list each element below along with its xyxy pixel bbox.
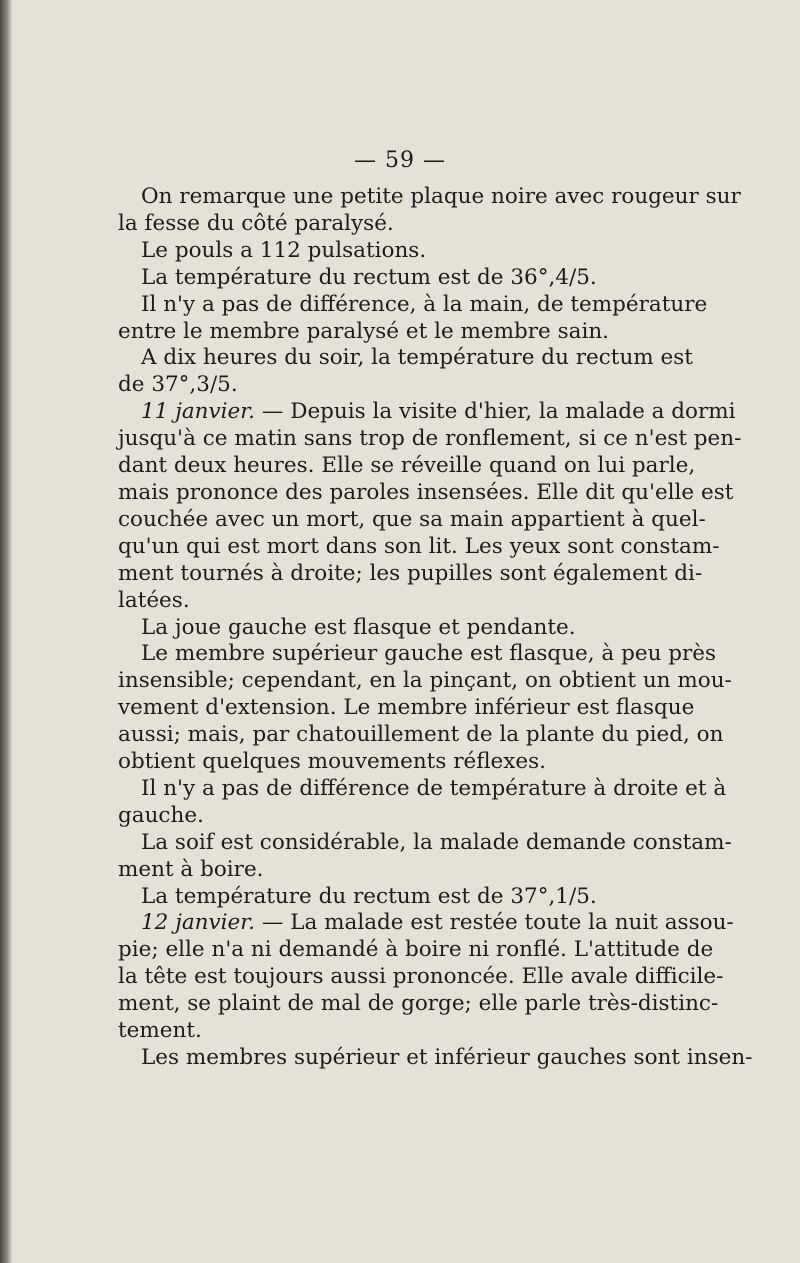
text-line [118, 775, 727, 803]
line-text: Le membre supérieur gauche est flasque, à peu près [141, 641, 717, 667]
entry-date: 11 janvier. [141, 399, 256, 425]
line-text: A dix heures du soir, la température du rectum est [141, 345, 693, 371]
line-text: de 37°,3/5. [118, 372, 238, 398]
line-text: Il n'y a pas de différence de température à droite et à [141, 775, 727, 801]
body-text [118, 184, 753, 1072]
text-line [118, 964, 724, 991]
line-text: On remarque une petite plaque noire avec rougeur sur [141, 184, 741, 209]
text-line [118, 991, 719, 1018]
text-line [118, 937, 714, 964]
book-binding-edge [0, 0, 12, 1263]
line-text: qu'un qui est mort dans son lit. Les yeux sont constam- [118, 533, 720, 559]
text-line [118, 345, 693, 372]
text-line [118, 211, 640, 238]
line-text: entre le membre paralysé et le membre sain. [118, 318, 610, 344]
text-line [118, 184, 741, 211]
page-number: — 59 — [354, 148, 446, 173]
line-text: tement. [118, 1018, 202, 1044]
text-line [118, 506, 706, 534]
line-text: jusqu'à ce matin sans trop de ronflement, si ce n'est pen- [118, 426, 742, 452]
text-line [118, 1018, 640, 1045]
line-text: latées. [118, 587, 190, 613]
line-text: La température du rectum est de 37°,1/5. [141, 883, 597, 909]
text-line [118, 372, 640, 399]
text-line [118, 615, 640, 642]
line-text: mais prononce des paroles insensées. Elle dit qu'elle est [118, 479, 734, 505]
entry-date: 12 janvier. [141, 910, 256, 936]
text-line [118, 749, 640, 776]
text-line [118, 1045, 753, 1072]
text-line [118, 722, 724, 749]
line-text: Les membres supérieur et inférieur gauches sont insen- [141, 1045, 753, 1070]
text-line [118, 265, 640, 292]
line-text: la tête est toujours aussi prononcée. Elle avale difficile- [118, 964, 724, 990]
line-text: Le pouls a 112 pulsations. [141, 237, 427, 263]
text-line [118, 319, 640, 346]
line-text: obtient quelques mouvements réflexes. [118, 749, 546, 775]
text-line [118, 453, 696, 480]
text-line [118, 479, 734, 507]
text-line [118, 426, 742, 453]
text-line [118, 641, 717, 668]
text-line [118, 695, 695, 722]
text-line [118, 910, 734, 937]
text-line [118, 668, 732, 695]
text-line [118, 884, 640, 911]
line-text: Il n'y a pas de différence, à la main, de température [141, 291, 708, 317]
text-line [118, 588, 640, 615]
text-line [118, 238, 640, 265]
line-text: pie; elle n'a ni demandé à boire ni ronflé. L'attitude de [118, 937, 714, 963]
line-text: ment à boire. [118, 856, 264, 882]
line-text: aussi; mais, par chatouillement de la plante du pied, on [118, 722, 724, 748]
line-text: La joue gauche est flasque et pendante. [141, 614, 576, 640]
text-line [118, 291, 708, 319]
text-line [118, 560, 703, 588]
line-text: La température du rectum est de 36°,4/5. [141, 264, 597, 290]
line-text: ment tournés à droite; les pupilles sont également di- [118, 560, 703, 586]
line-text: couchée avec un mort, que sa main appartient à quel- [118, 506, 706, 532]
line-text: dant deux heures. Elle se réveille quand on lui parle, [118, 453, 696, 479]
line-text: La soif est considérable, la malade demande constam- [141, 829, 732, 855]
line-text: insensible; cependant, en la pinçant, on obtient un mou- [118, 668, 732, 694]
text-line [118, 533, 720, 561]
line-text: ment, se plaint de mal de gorge; elle parle très-distinc- [118, 991, 719, 1017]
line-text: vement d'extension. Le membre inférieur est flasque [118, 695, 695, 721]
text-line [118, 857, 640, 884]
text-line [118, 399, 736, 426]
line-text: — Depuis la visite d'hier, la malade a dormi [255, 399, 736, 425]
line-text: — La malade est restée toute la nuit assou- [255, 910, 734, 936]
line-text: gauche. [118, 802, 204, 828]
text-line [118, 803, 640, 830]
text-line [118, 829, 732, 857]
line-text: la fesse du côté paralysé. [118, 210, 394, 236]
